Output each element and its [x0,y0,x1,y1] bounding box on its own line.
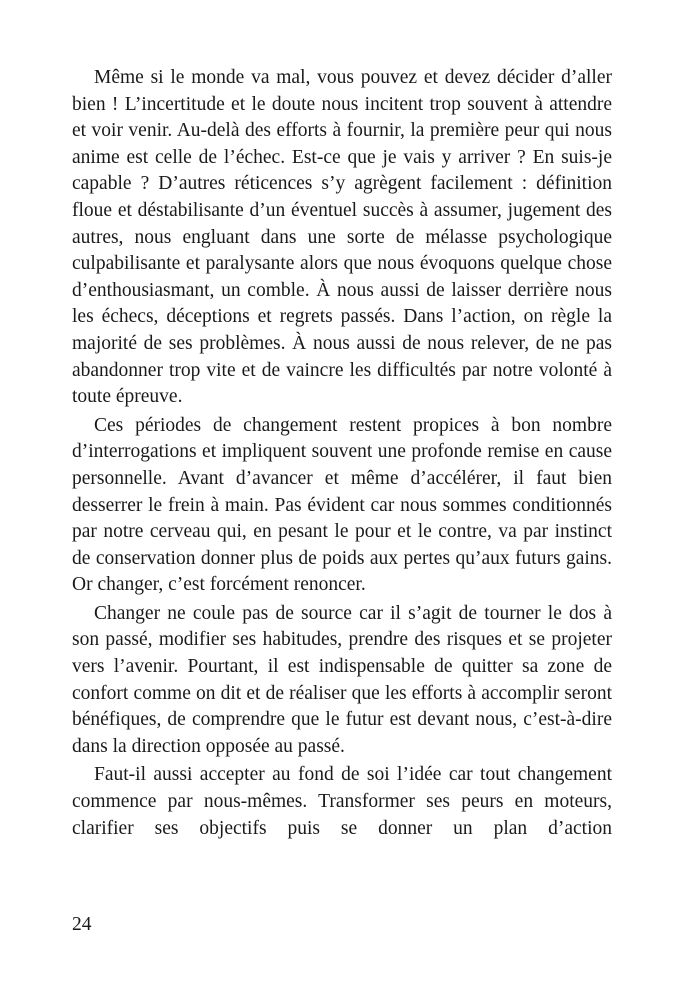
paragraph: Faut-il aussi accepter au fond de soi l’idée car tout changement commence par nous-mêmes. Transformer ses peurs en moteurs, clarifier ses objectifs puis se donner un plan d’action [72,764,612,839]
paragraph: Ces périodes de changement restent propices à bon nombre d’interrogations et impliquent souvent une profonde remise en cause personnelle. Avant d’avancer et même d’accélérer, il faut bien desserrer le frein à main. Pas évident car nous sommes conditionnés par notre cerveau qui, en pesant le pour et le contre, va par instinct de conservation donner plus de poids aux pertes qu’aux futurs gains. Or changer, c’est forcément renoncer. [72,414,612,596]
paragraph: Changer ne coule pas de source car il s’agit de tourner le dos à son passé, modifier ses habitudes, prendre des risques et se projeter vers l’avenir. Pourtant, il est indispensable de quitter sa zone de confort comme on dit et de réaliser que les efforts à accomplir seront bénéfiques, de comprendre que le futur est devant nous, c’est-à-dire dans la direction opposée au passé. [72,602,612,757]
paragraph: Même si le monde va mal, vous pouvez et devez décider d’aller bien ! L’incertitude et le doute nous incitent trop souvent à attendre et voir venir. Au-delà des efforts à fournir, la première peur qui nous anime est celle de l’échec. Est-ce que je vais y arriver ? En suis-je capable ? D’autres réticences s’y agrègent facilement : définition floue et déstabilisante d’un éventuel succès à assumer, jugement des autres, nous engluant dans une sorte de mélasse psychologique culpabilisante et paralysante alors que nous évoquons quelque chose d’enthousiasmant, un comble. À nous aussi de laisser derrière nous les échecs, déceptions et regrets passés. Dans l’action, on règle la majorité de ses problèmes. À nous aussi de nous relever, de ne pas abandonner trop vite et de vaincre les difficultés par notre volonté à toute épreuve. [72,67,612,408]
body-text [72,65,612,842]
page-number: 24 [72,914,92,935]
